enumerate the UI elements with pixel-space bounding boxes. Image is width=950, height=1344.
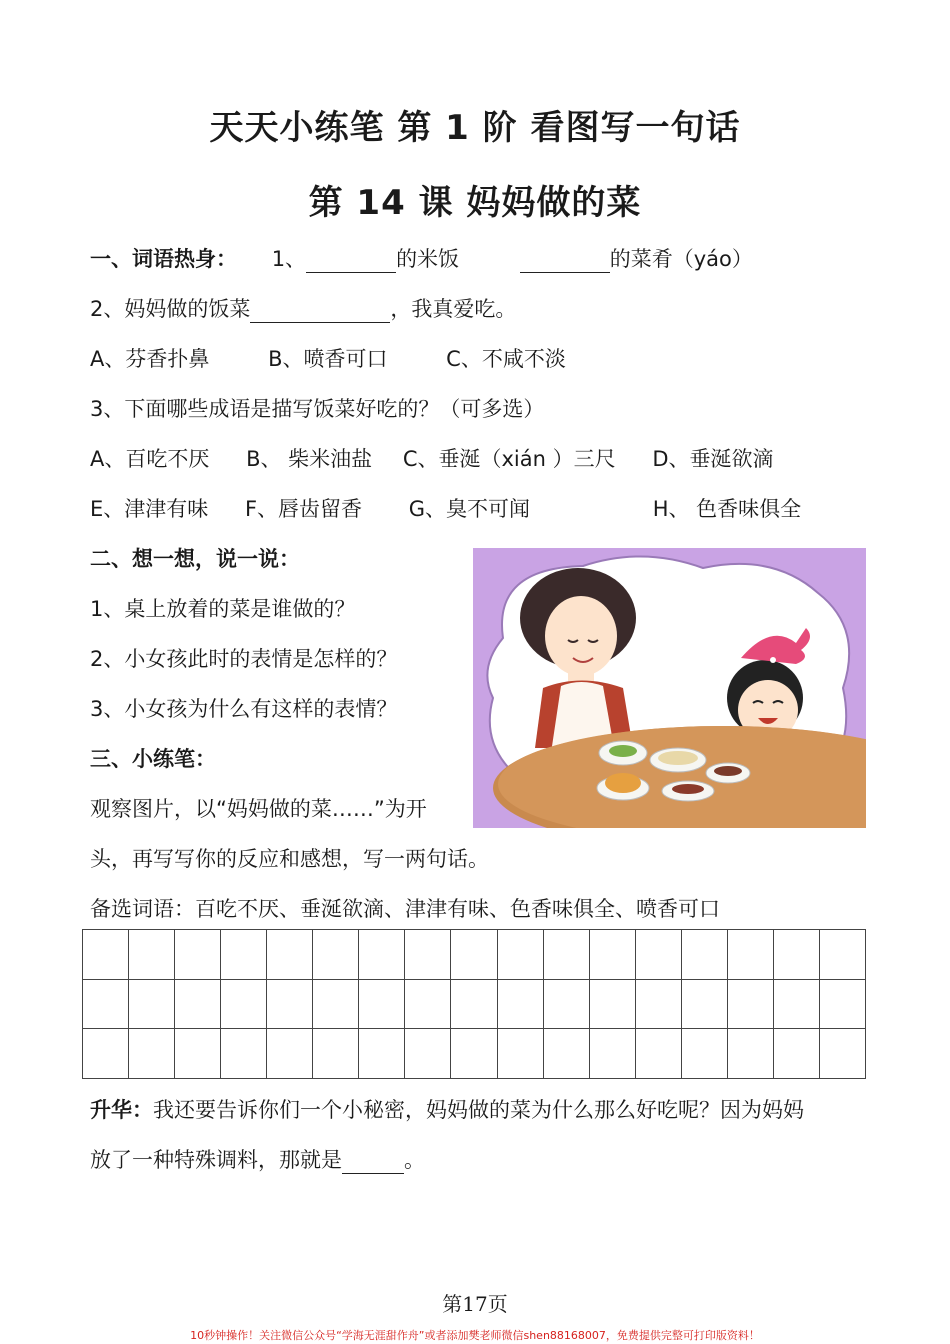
word-bank: 备选词语：百吃不厌、垂涎欲滴、津津有味、色香味俱全、喷香可口 bbox=[90, 897, 720, 921]
lesson-title: 第 14 课 妈妈做的菜 bbox=[308, 183, 642, 223]
extension-end: 。 bbox=[404, 1148, 425, 1172]
section3-instruction: 观察图片，以“妈妈做的菜……”为开 bbox=[90, 797, 427, 821]
extension-line-2 bbox=[90, 1144, 425, 1174]
option: A、芬香扑鼻 bbox=[90, 347, 210, 371]
q2-suffix: ，我真爱吃。 bbox=[390, 297, 517, 321]
option: E、津津有味 bbox=[90, 497, 209, 521]
section1-q1 bbox=[90, 243, 753, 273]
option: F、唇齿留香 bbox=[244, 497, 363, 521]
extension-label: 升华： bbox=[90, 1098, 153, 1122]
q2-prefix: 2、妈妈做的饭菜 bbox=[90, 297, 251, 321]
section3-heading: 三、小练笔： bbox=[90, 747, 216, 771]
q1-number: 1、 bbox=[271, 247, 307, 271]
worksheet-title: 天天小练笔 第 1 阶 看图写一句话 bbox=[209, 108, 741, 148]
mother-daughter-illustration bbox=[473, 548, 866, 828]
q2-options bbox=[90, 343, 566, 373]
option: C、不咸不淡 bbox=[446, 347, 566, 371]
q1-text-b: 的菜肴（yáo） bbox=[609, 247, 753, 271]
option: B、 柴米油盐 bbox=[246, 447, 373, 471]
extension-text: 放了一种特殊调料，那就是 bbox=[90, 1148, 342, 1172]
option: B、喷香可口 bbox=[268, 347, 388, 371]
extension-text: 我还要告诉你们一个小秘密，妈妈做的菜为什么那么好吃呢？因为妈妈 bbox=[153, 1098, 804, 1122]
page-number: 第17页 bbox=[442, 1292, 508, 1316]
blank-2[interactable] bbox=[520, 250, 610, 273]
section2-question: 2、小女孩此时的表情是怎样的？ bbox=[90, 647, 398, 671]
q3-options-row2 bbox=[90, 493, 801, 523]
option: C、垂涎（xián ）三尺 bbox=[402, 447, 616, 471]
watermark-text: 10秒钟操作！关注微信公众号“学海无涯甜作舟”或者添加樊老师微信shen88168007，免费提供完整可打印版资料！ bbox=[190, 1329, 760, 1342]
q3-options-row1 bbox=[90, 443, 773, 473]
section2-question: 3、小女孩为什么有这样的表情？ bbox=[90, 697, 398, 721]
writing-grid[interactable] bbox=[82, 929, 866, 1079]
section1-q3: 3、下面哪些成语是描写饭菜好吃的？（可多选） bbox=[90, 397, 545, 421]
blank-1[interactable] bbox=[306, 250, 396, 273]
blank-3[interactable] bbox=[250, 300, 390, 323]
section3-instruction: 头，再写写你的反应和感想，写一两句话。 bbox=[90, 847, 489, 871]
option: H、 色香味俱全 bbox=[652, 497, 802, 521]
section1-q2 bbox=[90, 293, 516, 323]
option: A、百吃不厌 bbox=[90, 447, 210, 471]
section2-heading: 二、想一想，说一说： bbox=[90, 547, 300, 571]
section1-heading: 一、词语热身： bbox=[90, 247, 237, 271]
section2-question: 1、桌上放着的菜是谁做的？ bbox=[90, 597, 356, 621]
blank-4[interactable] bbox=[342, 1151, 404, 1174]
extension-line-1 bbox=[90, 1094, 804, 1124]
option: D、垂涎欲滴 bbox=[652, 447, 774, 471]
option: G、臭不可闻 bbox=[408, 497, 531, 521]
q1-text-a: 的米饭 bbox=[396, 247, 460, 271]
